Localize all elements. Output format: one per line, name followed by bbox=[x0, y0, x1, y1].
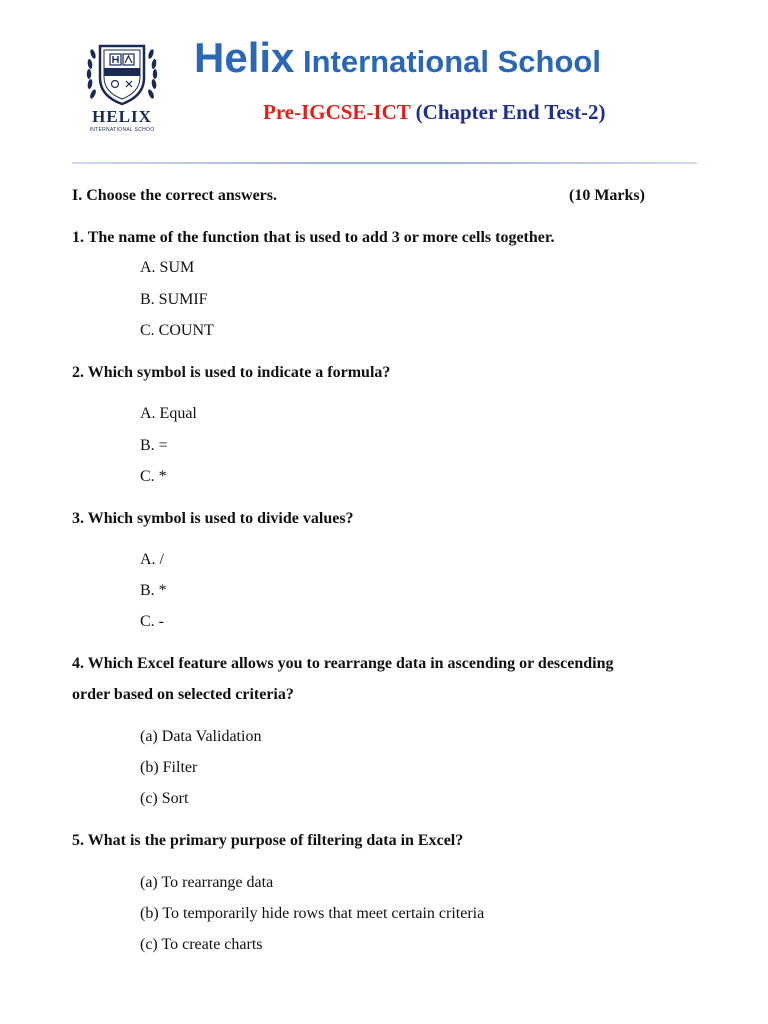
logo-wordmark bbox=[84, 108, 160, 134]
laurel-left-icon bbox=[87, 49, 97, 100]
question-4-line-2: order based on selected criteria? bbox=[72, 686, 294, 703]
q4-option-b: (b) Filter bbox=[140, 759, 198, 776]
subtitle-test: (Chapter End Test-2) bbox=[410, 100, 606, 124]
question-4-line-1: 4. Which Excel feature allows you to rearrange data in ascending or descending bbox=[72, 655, 614, 672]
q2-option-a: A. Equal bbox=[140, 405, 197, 422]
test-subtitle bbox=[263, 100, 605, 125]
q3-option-c: C. - bbox=[140, 613, 164, 630]
logo-subtitle: INTERNATIONAL SCHOO bbox=[89, 127, 155, 133]
school-title-first: Helix bbox=[194, 34, 295, 81]
header-divider bbox=[72, 162, 697, 164]
q2-option-c: C. * bbox=[140, 468, 167, 485]
laurel-right-icon bbox=[147, 49, 157, 100]
question-5: 5. What is the primary purpose of filtering data in Excel? bbox=[72, 832, 464, 849]
school-title bbox=[194, 34, 601, 82]
q1-option-c: C. COUNT bbox=[140, 322, 214, 339]
q5-option-b: (b) To temporarily hide rows that meet certain criteria bbox=[140, 905, 485, 922]
q4-option-a: (a) Data Validation bbox=[140, 728, 262, 745]
q3-option-a: A. / bbox=[140, 551, 164, 568]
section-marks: (10 Marks) bbox=[569, 187, 645, 204]
question-2: 2. Which symbol is used to indicate a formula? bbox=[72, 364, 391, 381]
q1-option-a: A. SUM bbox=[140, 259, 195, 276]
q5-option-c: (c) To create charts bbox=[140, 936, 263, 953]
subtitle-course: Pre-IGCSE-ICT bbox=[263, 100, 411, 124]
question-3: 3. Which symbol is used to divide values? bbox=[72, 510, 354, 527]
school-title-rest: International School bbox=[294, 44, 601, 79]
q5-option-a: (a) To rearrange data bbox=[140, 874, 274, 891]
logo-name: HELIX bbox=[92, 107, 152, 126]
q4-option-c: (c) Sort bbox=[140, 790, 189, 807]
q2-option-b: B. = bbox=[140, 437, 168, 454]
q3-option-b: B. * bbox=[140, 582, 167, 599]
section-title: I. Choose the correct answers. bbox=[72, 187, 277, 204]
q1-option-b: B. SUMIF bbox=[140, 291, 208, 308]
question-1: 1. The name of the function that is used to add 3 or more cells together. bbox=[72, 229, 555, 246]
